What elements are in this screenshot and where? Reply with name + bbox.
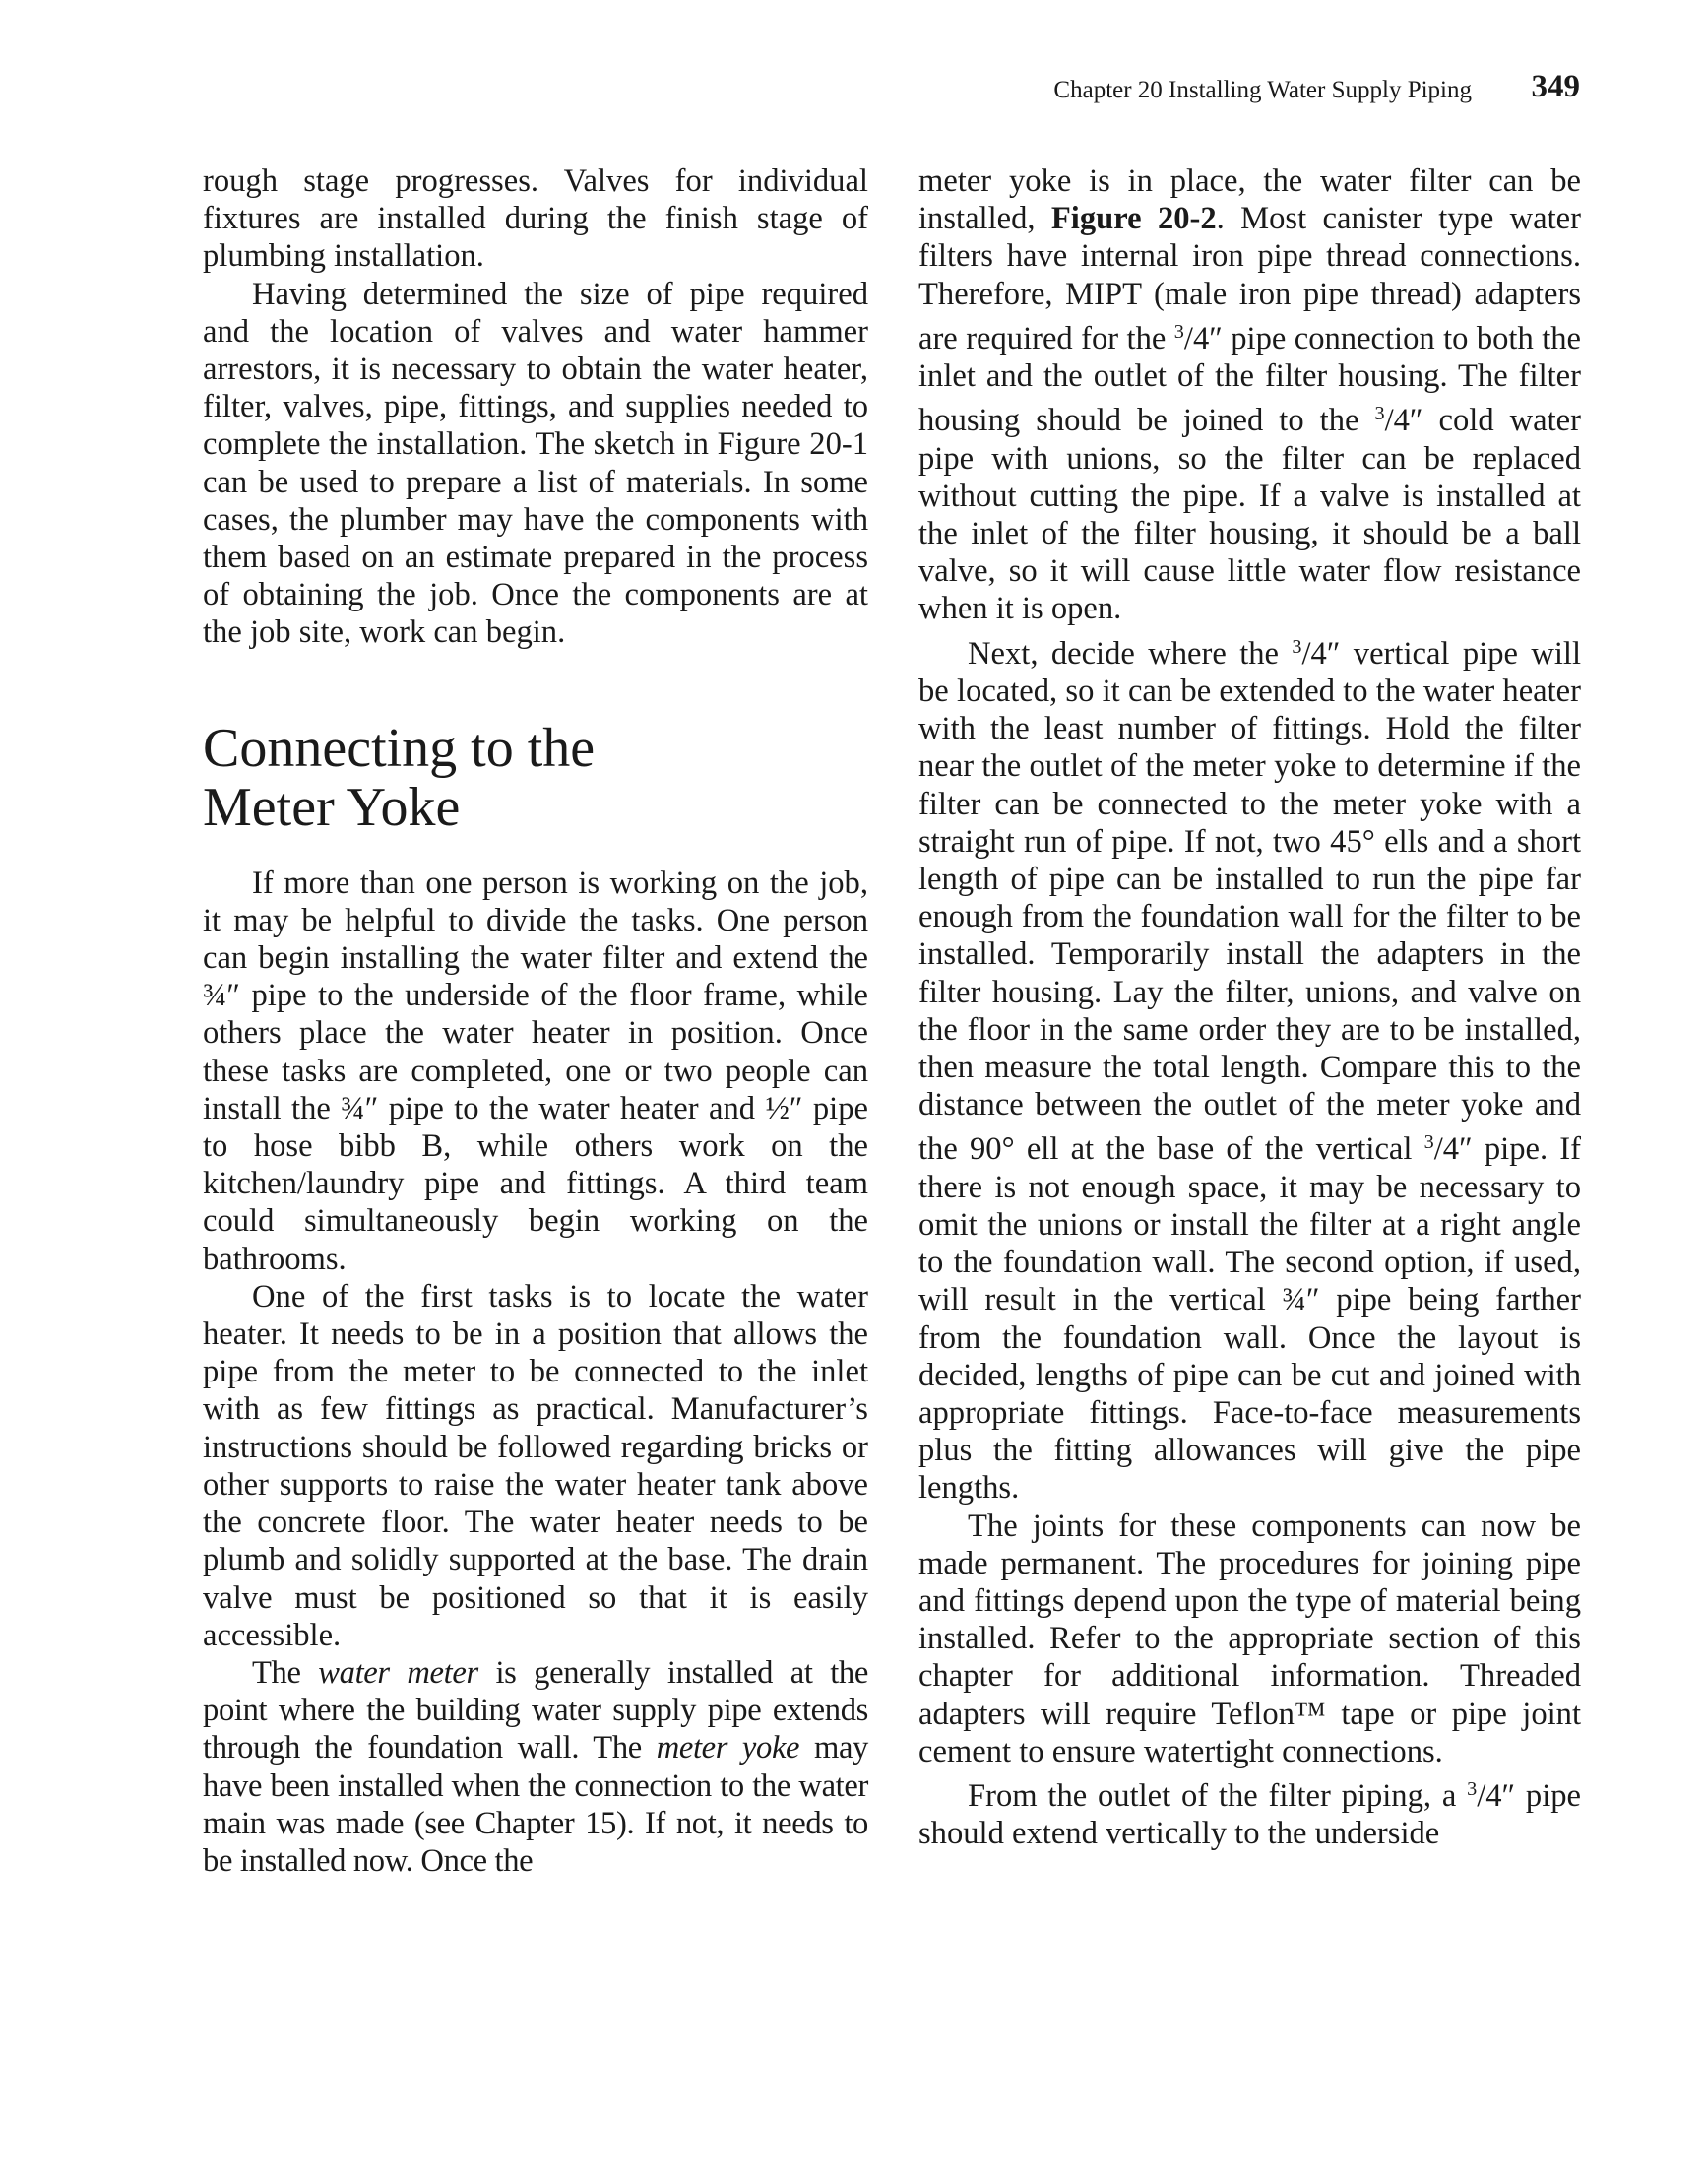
fraction-denominator: /4″ [1183, 320, 1223, 356]
fraction-denominator: /4″ [1301, 635, 1341, 672]
paragraph [203, 865, 868, 1278]
fraction-numerator: 3 [1292, 635, 1302, 658]
section-heading [203, 719, 868, 837]
text-run: The [252, 1654, 319, 1691]
text-run: pipe being farther from the foundation wall. Once the layout is decided, lengths of pipe can be cut and joined with appropriate fittings. Face-to-face measurements plus the fitting allowances will give the pipe lengths. [918, 1282, 1581, 1507]
text-run: pipe to hose bibb B, while others work on the kitchen/laundry pipe and fittings. A third team could simultaneously begin working on the bathrooms. [203, 1090, 868, 1277]
text-run: pipe connection to both the inlet and the outlet of the filter housing. The filter housing should be joined to the [918, 320, 1581, 439]
fraction-denominator: /4″ [1384, 403, 1423, 439]
fraction-numerator: 3 [1173, 320, 1184, 343]
text-run: cold water pipe with unions, so the filter can be replaced without cutting the pipe. If a valve is installed at the inlet of the filter housing, it should be a ball valve, so it will cause little water flow resistance when it is open. [918, 403, 1581, 627]
fraction-denominator: /4″ [1477, 1778, 1516, 1815]
fraction-denominator: /4″ [1433, 1131, 1473, 1168]
running-head: Chapter 20 Installing Water Supply Piping [1053, 77, 1472, 103]
text-run: pipe should extend vertically to the underside [918, 1778, 1582, 1852]
text-run: Next, decide where the [968, 635, 1293, 672]
text-run: pipe to the underside of the floor frame, while others place the water heater in position. Once these tasks are completed, one or two people can install the [203, 978, 868, 1126]
right-column [918, 162, 1581, 1852]
section-heading-line: Connecting to the [203, 717, 596, 779]
page-number: 349 [1531, 69, 1580, 104]
paragraph [918, 1770, 1581, 1853]
fraction: ½″ [765, 1090, 803, 1126]
text-run: meter yoke is in place, the water filter can be installed, [918, 163, 1581, 237]
text-run: If more than one person is working on the job, it may be helpful to divide the tasks. One person can begin installing the water filter and extend the [203, 865, 868, 977]
fraction: ¾″ [341, 1090, 379, 1126]
text-run: is generally installed at the point where the building water supply pipe extends through the foundation wall. The [203, 1654, 868, 1766]
text-run: From the outlet of the filter piping, a [968, 1778, 1468, 1815]
text-run: vertical pipe will be located, so it can be extended to the water heater with the least number of fittings. Hold the filter near the outlet of the meter yoke to determine if the filter can be connected to the meter yoke with a straight run of pipe. If not, two 45° ells and a short length of pipe can be installed to run the pipe far enough from the foundation wall for the filter to be installed. Temporarily install the adapters in the filter housing. Lay the filter, unions, and valve on the floor in the same order they are to be installed, then measure the total length. Compare this to the distance between the outlet of the meter yoke and the 90° ell at the base of the vertical [918, 635, 1581, 1168]
section-heading-line: Meter Yoke [203, 776, 461, 838]
paragraph: Having determined the size of pipe required and the location of valves and water hammer arrestors, it is necessary to obtain the water heater, filter, valves, pipe, fittings, and supplies needed to complete the installation. The sketch in Figure 20-1 can be used to prepare a list of materials. In some cases, the plumber may have the components with them based on an estimate prepared in the process of obtaining the job. Once the components are at the job site, work can begin. [203, 276, 868, 651]
key-term: meter yoke [656, 1730, 800, 1766]
fraction-numerator: 3 [1467, 1777, 1478, 1800]
fraction: ¾″ [1282, 1282, 1320, 1318]
page-header [935, 69, 1580, 112]
text-run: pipe. If there is not enough space, it may be necessary to omit the unions or install the filter at a right angle to the foundation wall. The second option, if used, will result in the vertical [918, 1131, 1581, 1318]
text-run: pipe to the water heater and [378, 1090, 766, 1126]
figure-reference: Figure 20-2 [1050, 201, 1217, 237]
paragraph: rough stage progresses. Valves for individual fixtures are installed during the finish stage of plumbing installation. [203, 163, 868, 275]
paragraph [918, 162, 1581, 628]
left-column [203, 162, 868, 1880]
paragraph: The joints for these components can now be made permanent. The procedures for joining pipe and fittings depend upon the type of material being installed. Refer to the appropriate section of this chapter for additional information. Threaded adapters will require Teflon™ tape or pipe joint cement to ensure watertight connections. [918, 1508, 1581, 1769]
paragraph [918, 628, 1581, 1508]
key-term: water meter [318, 1654, 478, 1691]
paragraph [203, 1654, 868, 1880]
fraction: ¾″ [203, 978, 241, 1014]
paragraph: One of the first tasks is to locate the water heater. It needs to be in a position that allows the pipe from the meter to be connected to the inlet with as few fittings as practical. Manufacturer’s instructions should be followed regarding bricks or other supports to raise the water heater tank above the concrete floor. The water heater needs to be plumb and solidly supported at the base. The drain valve must be positioned so that it is easily accessible. [203, 1278, 868, 1653]
text-run: may have been installed when the connection to the water main was made (see Chapter 15). If not, it needs to be installed now. Once the [203, 1730, 868, 1879]
fraction-numerator: 3 [1423, 1131, 1434, 1154]
fraction-numerator: 3 [1374, 403, 1385, 425]
text-run: . Most canister type water filters have internal iron pipe thread connections. Therefore, MIPT (male iron pipe thread) adapters are required for the [918, 201, 1581, 356]
